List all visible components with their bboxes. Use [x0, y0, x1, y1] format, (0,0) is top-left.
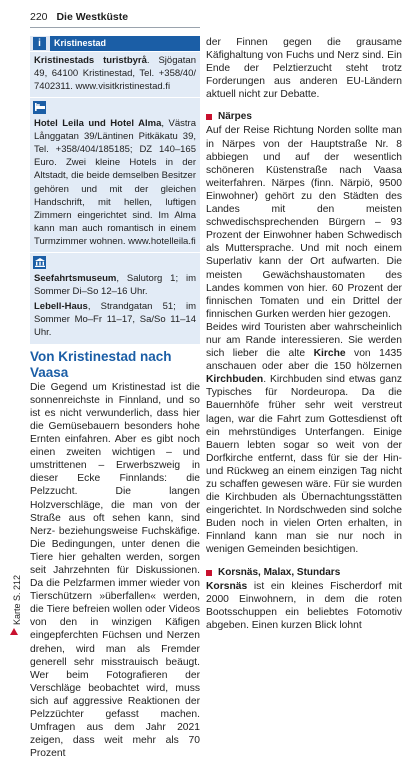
lebell-name: Lebell-Haus: [34, 301, 88, 313]
section-paragraph: Die Gegend um Kristinestad ist die sonnenreichste in Finnland, und so ist es nicht verwunderlich, dass hier die Gemüsebauern besonders hohe Ernten einfahren. Aber es gibt noch einen zweiten wichtigen – und umstrittenen – Erwerbszweig in dieser Ecke Finnlands: die Pelzzucht. Die langen Holzverschläge, die man von der Straße aus oft sehen kann, sind Nerz- beziehungsweise Fuchskäfige. Die Bedingungen, unter denen die Tiere hier gehalten werden, sorgen seit Jahrzehnten für Diskussionen. Da die Pelzfarmen immer wieder von Tierschützern »überfallen« werden, die Tiere befreien wollen oder Videos von den in winzigen Käfigen eingepferchten Füchsen und Nerzen drehen, wird man als Fremder generell sehr misstrauisch beäugt. Wer beim Fotografieren der Verschläge beobachtet wird, muss sich auf aggressive Reaktionen der Pelzzüchter gefasst machen. Umfragen aus dem Jahr 2021 zeigen, dass weit mehr als 70 Prozent: [30, 381, 200, 760]
narpes-heading: [206, 110, 402, 124]
church-term: Kirche: [313, 348, 346, 360]
narpes-title: Närpes: [218, 111, 252, 123]
museum-entry: [30, 270, 200, 298]
info-box: [30, 36, 200, 344]
tourist-office-name: Kristinestads turistbyrå: [34, 55, 147, 66]
red-square-icon: [206, 570, 212, 576]
running-header: [30, 9, 402, 26]
museum-text: , Salutorg 1; im Sommer Di–So 12–16 Uhr.: [34, 272, 196, 297]
korsnas-term: Korsnäs: [206, 580, 248, 592]
korsnas-paragraph: Korsnäs ist ein kleines Fischerdorf mit 2000 Einwohnern, in dem die roten Bootsschuppen ein beliebtes Fotomotiv abgeben. Einen kurzen Blick lohnt: [206, 580, 402, 631]
museum-name: Seefahrtsmuseum: [34, 272, 117, 284]
lebell-entry: [30, 298, 200, 340]
header-rule: [30, 27, 200, 28]
section-heading: Von Kristinestad nach Vaasa: [30, 348, 172, 380]
map-reference-tab[interactable]: [5, 574, 27, 638]
left-column: [30, 36, 200, 760]
church-booths-term: Kirchbuden: [206, 374, 264, 386]
bed-icon: [33, 101, 46, 114]
korsnas-heading: [206, 566, 402, 580]
tourist-office-entry: [30, 52, 200, 94]
right-column: [206, 36, 402, 632]
hotel-name: Hotel Leila und Hotel Alma: [34, 117, 162, 129]
museum-icon: [33, 256, 46, 269]
info-icon: i: [33, 37, 46, 50]
hotel-entry: [30, 115, 200, 249]
continued-paragraph: der Finnen gegen die grausame Käfighaltung von Fuchs und Nerz sind. Ein Ende der Pelztierzucht steht trotz Forderungen aus anderen EU-Ländern aktuell nicht zur Debatte.: [206, 37, 402, 101]
info-box-title: Kristinestad: [50, 36, 200, 51]
lebell-text: , Strandgatan 51; im Sommer Mo–Fr 11–17, Sa/So 11–14 Uhr.: [34, 301, 196, 339]
info-box-header: [30, 36, 200, 52]
map-reference-label: Karte S. 212: [12, 574, 22, 626]
triangle-marker-icon: [10, 628, 18, 635]
narpes-paragraph-2: Beides wird Touristen aber wahrscheinlich nur am Rande interessieren. Sie werden sich lieber die alte Kirche von 1435 anschauen oder aber die 150 hölzernen Kirchbuden. Kirchbuden sind etwas ganz Typisches für Nordeuropa. Da die Bauernhöfe früher sehr weit verstreut lagen, war die Fahrt zum Gottesdienst oft ein mehrstündiges Unterfangen. Einige Bauern lebten sogar so weit von der Dorfkirche entfernt, dass für sie der Hin- und Rückweg an einem einzigen Tag nicht zu schaffen gewesen wäre. Für sie wurden die Kirchbuden als Übernachtungsstätten eingerichtet. In Nordschweden sind solche Buden noch in vielen Orten erhalten, in Finnland kann man sie nur noch in wenigen Gemeinden besichtigen.: [206, 321, 402, 556]
hotel-text: , Västra Långgatan 39/Läntinen Pitkäkatu 39, Tel. +358/404/185185; DZ 140–165 Euro. Zwei kleine Hotels in der Altstadt, die beide demselben Besitzer gehören und mit der gleichen Handschrift, mit hellen, luftigen Zimmern eingerichtet sind. Im Alma kann man auch romantisch in einem Turmzimmer wohnen. www.hotelleila.fi: [34, 117, 196, 248]
narpes-paragraph-1: Auf der Reise Richtung Norden sollte man in Närpes von der Hauptstraße Nr. 8 abbiegen und auf der wesentlich schöneren Küstenstraße nach Vaasa weiterfahren. Närpes (finn. Närpiö, 9500 Einwohner) gehört zu den Städten des Landes mit den meisten schwedischsprechenden Bürgern – 93 Prozent der Einwohner haben Schwedisch als Muttersprache. Und mit noch einem Superlativ kann der Ort aufwarten. Die meisten Gewächshaustomaten des Landes kommen von hier. 60 Prozent der finnischen Tomaten und ein Drittel der finnischen Gurken werden hier gezogen.: [206, 125, 402, 320]
red-square-icon: [206, 114, 212, 120]
page-number: 220: [30, 11, 48, 23]
tourist-office-text: . Sjögatan 49, 64100 Kristinestad, Tel. +358/40/ 7402311. www.visitkristinestad.fi: [34, 55, 196, 93]
chapter-title: Die Westküste: [56, 11, 129, 23]
korsnas-title: Korsnäs, Malax, Stundars: [218, 566, 341, 578]
